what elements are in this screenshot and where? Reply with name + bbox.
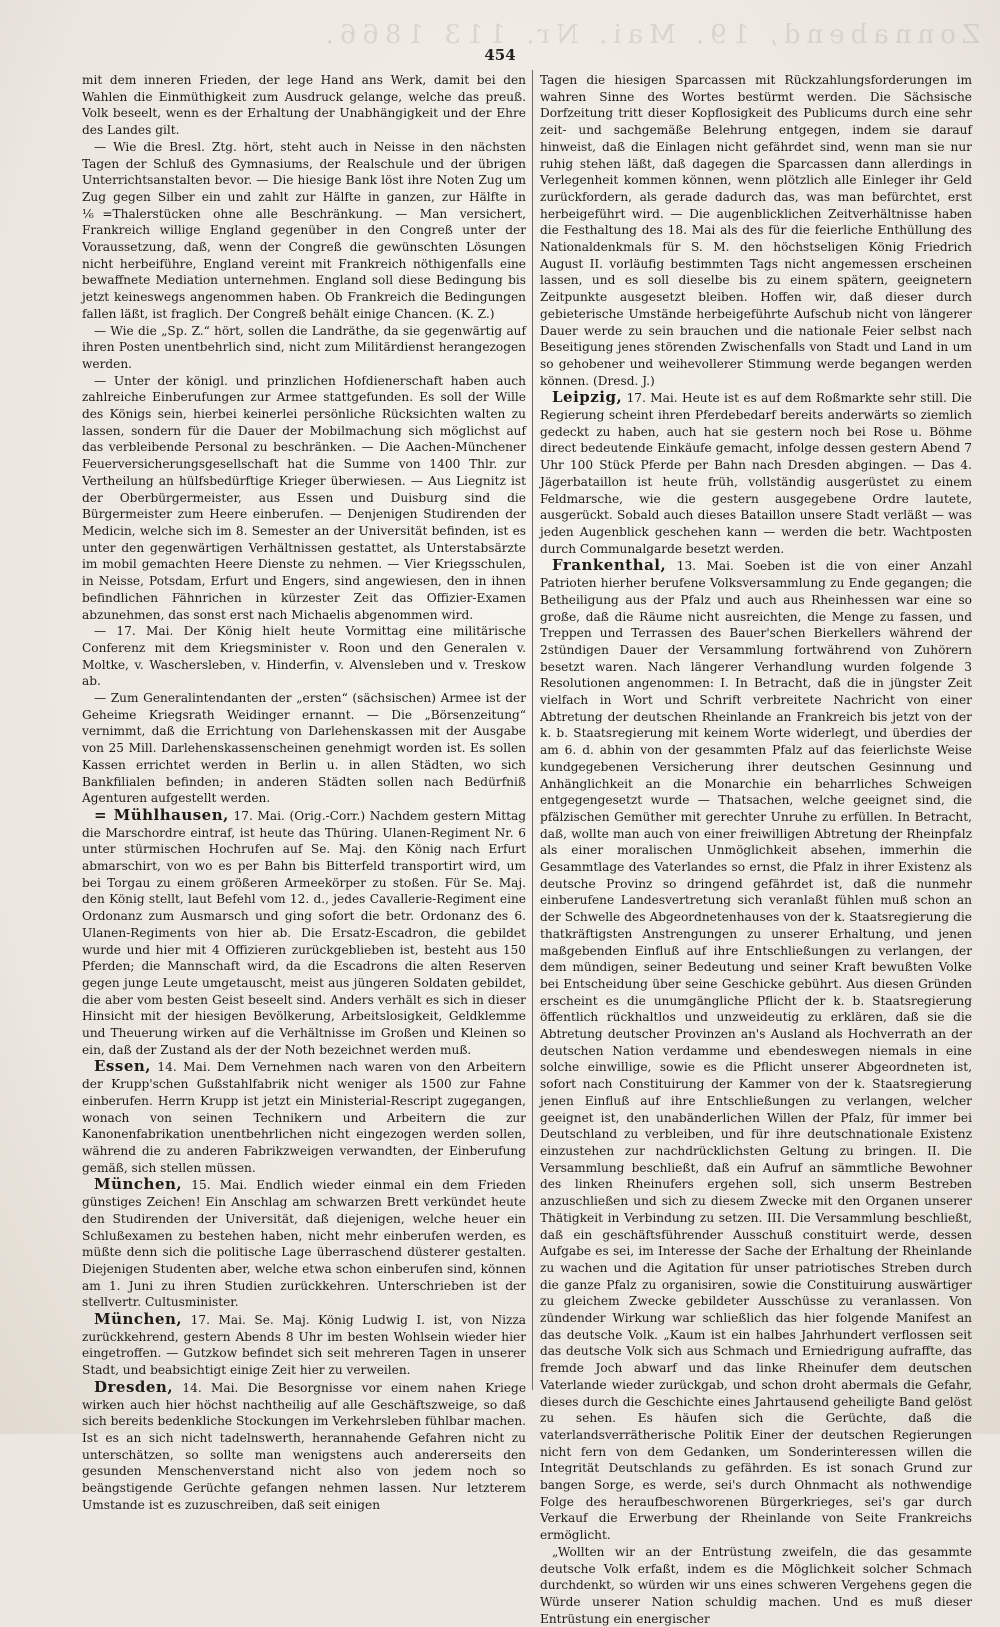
article-paragraph	[82, 623, 526, 690]
dateline-place: München,	[94, 1310, 183, 1329]
article-paragraph	[82, 1058, 526, 1176]
dateline-place: Frankenthal,	[552, 556, 667, 575]
paragraph-text: 14. Mai. Dem Vernehmen nach waren von den Arbeitern der Krupp'schen Gußstahlfabrik nicht weniger als 1500 zur Fahne einberufen. Herrn Krupp ist jetzt ein Ministerial-Rescript zugegangen, wonach von seinen Technikern und Arbeitern die zur Kanonenfabrikation unentbehrlichen nicht eingezogen werden sollen, während die zu anderen Fabrikzweigen verwandten, der Einberufung gemäß, sich stellen müssen.	[82, 1060, 526, 1175]
article-paragraph	[540, 389, 972, 557]
paragraph-text: Tagen die hiesigen Sparcassen mit Rückzahlungsforderungen im wahren Sinne des Wortes bestürmt werden. Die Sächsische Dorfzeitung tritt dieser Kopflosigkeit des Publicums durch eine sehr zeit- und sachgemäße Belehrung entgegen, indem sie darauf hinweist, daß die Einlagen nicht gefährdet sind, wenn man sie nur ruhig stehen läßt, daß dagegen die Sparcassen dann allerdings in Verlegenheit kommen können, wenn plötzlich alle Einleger ihr Geld zurückfordern, als gerade dadurch das, was man befürchtet, erst herbeigeführt wird. — Die augenblicklichen Zeitverhältnisse haben die Festhaltung des 18. Mai als des für die feierliche Enthüllung des Nationaldenkmals für S. M. den höchstseligen König Friedrich August II. vorläufig bestimmten Tags nicht angemessen erscheinen lassen, und es soll dieselbe bis zu einem spätern, geeignetern Zeitpunkte ausgesetzt bleiben. Hoffen wir, daß dieser durch gebieterische Umstände herbeigeführte Aufschub nicht von längerer Dauer werde zu sein brauchen und die nationale Feier selbst nach Beseitigung jenes störenden Zwischenfalls von Stadt und Land in um so gehobener und weihevollerer Stimmung werde begangen werden können. (Dresd. J.)	[540, 73, 972, 388]
paragraph-text: mit dem inneren Frieden, der lege Hand ans Werk, damit bei den Wahlen die Einmüthigkeit zum Ausdruck gelange, welche das preuß. Volk beseelt, wenn es der Erhaltung der Unabhängigkeit und der Ehre des Landes gilt.	[82, 73, 526, 138]
paragraph-text: „Wollten wir an der Entrüstung zweifeln, die das gesammte deutsche Volk erfaßt, indem es die Möglichkeit solcher Schmach durchdenkt, so würden wir uns eines schweren Vergehens gegen die Würde unserer Nation schuldig machen. Und es muß dieser Entrüstung ein energischer	[540, 1544, 972, 1626]
article-paragraph	[82, 690, 526, 807]
dateline-place: Leipzig,	[552, 388, 623, 407]
column-divider	[532, 70, 533, 1390]
article-paragraph	[82, 1176, 526, 1311]
paragraph-text: — Unter der königl. und prinzlichen Hofdienerschaft haben auch zahlreiche Einberufungen zur Armee stattgefunden. Es soll der Wille des Königs sein, hierbei keinerlei persönliche Rücksichten walten zu lassen, sondern für die Dauer der Mobilmachung sich möglichst auf das verbleibende Personal zu beschränken. — Die Aachen-Münchener Feuerversicherungsgesellschaft hat die Summe von 1400 Thlr. zur Vertheilung an hülfsbedürftige Krieger überwiesen. — Aus Liegnitz ist der Oberbürgermeister, aus Essen und Duisburg sind die Bürgermeister zum Heere einberufen. — Denjenigen Studirenden der Medicin, welche sich im 8. Semester an der Universität befinden, ist es unter den gegenwärtigen Verhältnissen gestattet, als Unterstabsärzte im mobil gemachten Heere Dienste zu nehmen. — Vier Kriegsschulen, in Neisse, Potsdam, Erfurt und Engers, sind angewiesen, den in ihnen befindlichen Fähnrichen in kürzester Zeit das Offizier-Examen abzunehmen, das sonst erst nach Michaelis abgenommen wird.	[82, 373, 526, 622]
right-column	[540, 72, 972, 1627]
article-paragraph	[540, 72, 972, 389]
paragraph-text: 17. Mai. Heute ist es auf dem Roßmarkte sehr still. Die Regierung scheint ihren Pferdebedarf bereits anderwärts so ziemlich gedeckt zu haben, auch hat sie gestern noch bei Rose u. Böhme direct bedeutende Einkäufe gemacht, infolge dessen gestern Abend 7 Uhr 100 Stück Pferde per Bahn nach Dresden abgingen. — Das 4. Jägerbataillon ist heute früh, vollständig ausgerüstet zu einem Feldmarsche, wie die gestern ausgegebene Ordre lautete, ausgerückt. Sobald auch dieses Bataillon unsere Stadt verläßt — was jeden Augenblick geschehen kann — werden die betr. Wachtposten durch Communalgarde besetzt werden.	[540, 391, 972, 556]
article-paragraph	[540, 1544, 972, 1627]
left-column	[82, 72, 526, 1513]
bleed-through-text: Zonnabend, 19. Mai. Nr. 113 1866.	[319, 20, 980, 50]
dateline-place: Essen,	[94, 1057, 151, 1076]
article-paragraph	[540, 557, 972, 1543]
article-paragraph	[82, 139, 526, 323]
paragraph-text: 14. Mai. Die Besorgnisse vor einem nahen Kriege wirken auch hier höchst nachtheilig auf alle Geschäftszweige, so daß sich bereits bedenkliche Stockungen im Verkehrsleben fühlbar machen. Ist es an sich nicht tadelnswerth, herannahende Gefahren nicht zu unterschätzen, so sollte man wenigstens auch andererseits den gesunden Menschenverstand nicht also von jedem noch so beängstigende Gerüchte gefangen nehmen lassen. Nur letzterem Umstande ist es zuzuschreiben, daß seit einigen	[82, 1380, 526, 1512]
paragraph-text: 15. Mai. Endlich wieder einmal ein dem Frieden günstiges Zeichen! Ein Anschlag am schwarzen Brett verkündet heute den Studirenden der Universität, daß diejenigen, welche heuer ein Schlußexamen zu bestehen haben, nicht mehr einberufen werden, es müßte denn sich die politische Lage überraschend düsterer gestalten. Diejenigen Studenten aber, welche etwa schon einberufen sind, können am 1. Juni zu ihren Studien zurückkehren. Unterschrieben ist der stellvertr. Cultusminister.	[82, 1178, 526, 1310]
article-paragraph	[82, 1379, 526, 1514]
article-paragraph	[82, 323, 526, 373]
article-paragraph	[82, 1311, 526, 1379]
paragraph-text: — Wie die „Sp. Z.“ hört, sollen die Landräthe, da sie gegenwärtig auf ihren Posten unentbehrlich sind, nicht zum Militärdienst herangezogen werden.	[82, 323, 526, 371]
paragraph-text: — 17. Mai. Der König hielt heute Vormittag eine militärische Conferenz mit dem Kriegsminister v. Roon und den Generalen v. Moltke, v. Waschersleben, v. Hinderfin, v. Alvensleben und v. Treskow ab.	[82, 624, 526, 689]
dateline-place: = Mühlhausen,	[94, 805, 229, 824]
dateline-place: München,	[94, 1175, 183, 1194]
article-paragraph	[82, 72, 526, 139]
paragraph-text: — Wie die Bresl. Ztg. hört, steht auch in Neisse in den nächsten Tagen der Schluß des Gymnasiums, der Realschule und der übrigen Unterrichtsanstalten bevor. — Die hiesige Bank löst ihre Noten Zug um Zug gegen Silber ein und zahlt zur Hälfte in ganzen, zur Hälfte in ⅙=Thalerstücken ohne alle Beschränkung. — Man versichert, Frankreich willige England gegenüber in den Congreß unter der Voraussetzung, daß, wenn der Congreß die gewünschten Lösungen nicht herbeiführe, England vereint mit Frankreich nöthigenfalls eine bewaffnete Mediation unternehmen. England soll diese Bedingung bis jetzt keineswegs angenommen haben. Ob Frankreich die Bedingungen fallen läßt, ist fraglich. Der Congreß behält einige Chancen. (K. Z.)	[82, 139, 526, 321]
paragraph-text: 17. Mai. Se. Maj. König Ludwig I. ist, von Nizza zurückkehrend, gestern Abends 8 Uhr im besten Wohlsein wieder hier eingetroffen. — Gutzkow befindet sich seit mehreren Tagen in unserer Stadt, und beabsichtigt einige Zeit hier zu verweilen.	[82, 1313, 526, 1378]
paragraph-text: 17. Mai. (Orig.-Corr.) Nachdem gestern Mittag die Marschordre eintraf, ist heute das Thüring. Ulanen-Regiment Nr. 6 unter stürmischen Hochrufen auf Se. Maj. den König nach Erfurt abmarschirt, von wo es per Bahn bis Bitterfeld transportirt wird, um bei Torgau zu einem größeren Armeekörper zu stoßen. Für Se. Maj. den König stellt, laut Befehl vom 12. d., jedes Cavallerie-Regiment eine Ordonanz zum Ausmarsch und ging sofort die betr. Ordonanz des 6. Ulanen-Regiments von hier ab. Die Ersatz-Escadron, die gebildet wurde und hier mit 4 Offizieren zurückgeblieben ist, besteht aus 150 Pferden; die Mannschaft wird, da die Escadrons die alten Reserven gegen junge Leute umgetauscht, meist aus jüngeren Soldaten gebildet, die aber vom besten Geist beseelt sind. Anders verhält es sich in dieser Hinsicht mit der hiesigen Bevölkerung, Arbeitslosigkeit, Geldklemme und Theuerung wirken auf die Verhältnisse im Großen und Kleinen so ein, daß der Zustand als der der Noth bezeichnet werden muß.	[82, 808, 526, 1057]
paragraph-text: — Zum Generalintendanten der „ersten“ (sächsischen) Armee ist der Geheime Kriegsrath Weidinger ernannt. — Die „Börsenzeitung“ vernimmt, daß die Errichtung von Darlehenskassen mit der Ausgabe von 25 Mill. Darlehenskassenscheinen genehmigt worden ist. Es sollen Kassen errichtet werden in Berlin u. in allen Städten, wo sich Bankfilialen befinden; in anderen Städten sollen nach Bedürfniß Agenturen aufgestellt werden.	[82, 691, 526, 806]
article-paragraph	[82, 807, 526, 1059]
dateline-place: Dresden,	[94, 1377, 174, 1396]
page-number: 454	[484, 46, 516, 64]
article-paragraph	[82, 373, 526, 624]
paragraph-text: 13. Mai. Soeben ist die von einer Anzahl Patrioten hierher berufene Volksversammlung zu Ende gegangen; die Betheiligung aus der Pfalz und auch aus Rheinhessen war eine so große, daß die Räume nicht ausreichten, die Menge zu fassen, und Treppen und Terrassen des Bauer'schen Bierkellers während der 2stündigen Dauer der Versammlung fortwährend von Zuhörern besetzt waren. Nach längerer Verhandlung wurden folgende 3 Resolutionen angenommen: I. In Betracht, daß die in jüngster Zeit vielfach in Wort und Schrift verbreitete Nachricht von einer Abtretung der deutschen Rheinlande an Frankreich bis jetzt von der k. b. Staatsregierung mit keinem Worte widerlegt, und überdies der am 6. d. abhin von der gesammten Pfalz auf das feierlichste Weise kundgegebenen Versicherung ihrer deutschen Gesinnung und Anhänglichkeit an die Monarchie ein beharrliches Schweigen entgegengesetzt wurde — Thatsachen, welche geeignet sind, die pfälzischen Gemüther mit gerechter Unruhe zu erfüllen. In Betracht, daß, wollte man auch von einer freiwilligen Abtretung der Rheinpfalz als einer moralischen Unmöglichkeit absehen, immerhin die Gesammtlage des Vaterlandes so ernst, die Pfalz in ihrer Existenz als deutsche Provinz so dringend gefährdet ist, daß die nunmehr einberufene Landesvertretung sich veranlaßt fühlen muß schon an der Schwelle des Abgeordnetenhauses von der k. Staatsregierung die thatkräftigsten Anstrengungen zu unserer Erhaltung, und jenen maßgebenden Einfluß auf ihre Entschließungen zu verlangen, der dem mündigen, seiner Bedeutung und seiner Kraft bewußten Volke bei Entscheidung über seine Geschicke gebührt. Aus diesen Gründen erscheint es die unumgängliche Pflicht der k. b. Staatsregierung öffentlich rückhaltlos und unzweideutig zu erklären, daß sie die Abtretung deutscher Provinzen an's Ausland als Hochverrath an der deutschen Nation verdamme und ebendeswegen niemals in eine solche einwillige, sowie es die Pflicht unserer Abgeordneten ist, sofort nach Constituirung der Kammer von der k. Staatsregierung jenen Einfluß auf ihre Entschließungen zu verlangen, welcher geeignet ist, den unabänderlichen Willen der Pfalz, für immer bei Deutschland zu verbleiben, und für ihre deutschnationale Existenz einzustehen zur nachdrücklichsten Geltung zu bringen. II. Die Versammlung beschließt, daß ein Aufruf an sämmtliche Bewohner des linken Rheinufers ergehen soll, sich unserm Bestreben anzuschließen und sich zu diesem Zwecke mit den Organen unserer Thätigkeit in Verbindung zu setzen. III. Die Versammlung beschließt, daß ein geschäftsführender Ausschuß constituirt werde, dessen Aufgabe es sei, im Interesse der Sache der Erhaltung der Rheinlande zu wachen und die Agitation für unser patriotisches Streben durch die ganze Pfalz zu organisiren, sowie die Constituirung auswärtiger zu gleichem Zwecke gebildeter Ausschüsse zu veranlassen. Von zündender Wirkung war schließlich das hier folgende Manifest an das deutsche Volk. „Kaum ist ein halbes Jahrhundert verflossen seit das deutsche Volk sich aus Schmach und Erniedrigung aufraffte, das fremde Joch abwarf und das linke Rheinufer dem deutschen Vaterlande wieder zurückgab, und schon droht abermals die Gefahr, dieses durch die Geschichte eines Jahrtausend geheiligte Band gelöst zu sehen. Es häufen sich die Gerüchte, daß die vaterlandsverrätherische Politik Einer der deutschen Regierungen nicht fern von dem Gedanken, um Sonderinteressen willen die Integrität Deutschlands zu gefährden. Es ist sonach Grund zur bangen Sorge, es werde, sei's durch Ohnmacht als nothwendige Folge des heraufbeschworenen Bürgerkrieges, sei's gar durch Verkauf die Erwerbung der Rheinlande von Seite Frankreichs ermöglicht.	[540, 559, 972, 1543]
